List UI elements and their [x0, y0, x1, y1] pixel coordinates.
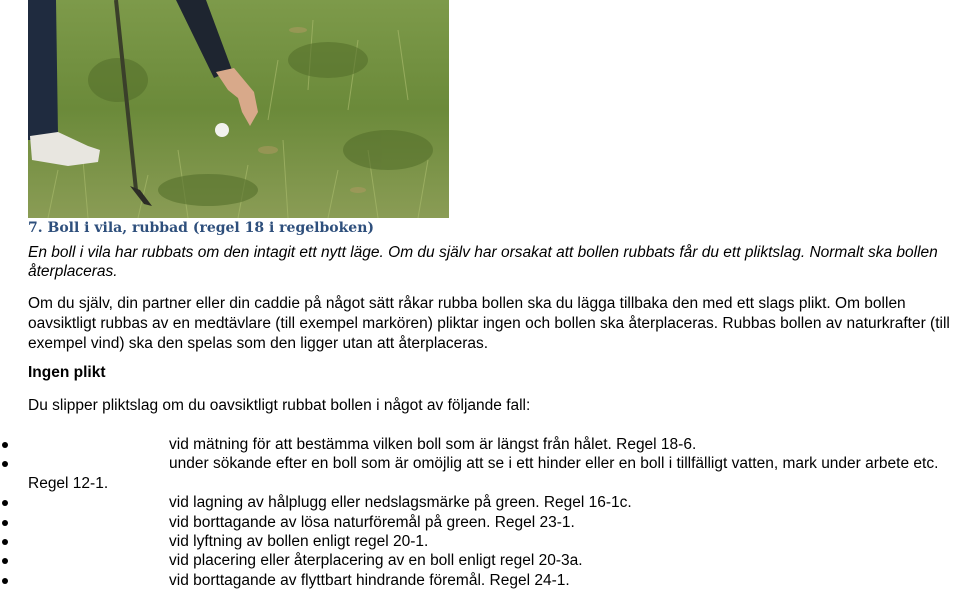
list-item: vid lagning av hålplugg eller nedslagsmärke på green. Regel 16-1c.	[0, 493, 950, 512]
list-item: vid mätning för att bestämma vilken boll som är längst från hålet. Regel 18-6.	[0, 435, 950, 454]
bullet-icon	[2, 578, 8, 584]
bullet-icon	[2, 500, 8, 506]
bullet-icon	[2, 461, 8, 467]
body-paragraph: Om du själv, din partner eller din caddie på något sätt råkar rubba bollen ska du lägga tillbaka den med ett slags plikt. Om bollen oavsiktligt rubbas av en medtävlare (till exempel markören) pliktar ingen och bollen ska återplaceras. Rubbas bollen av naturkrafter (till exempel vind) ska den spelas som den ligger utan att återplaceras.	[28, 295, 950, 352]
section-heading: 7. Boll i vila, rubbad (regel 18 i regelboken)	[28, 220, 375, 236]
list-item: under sökande efter en boll som är omöjlig att se i ett hinder eller en boll i tillfälligt vatten, mark under arbete etc. Regel 12-1.	[0, 454, 950, 493]
list-item: vid placering eller återplacering av en boll enligt regel 20-3a.	[0, 551, 950, 570]
bullet-icon	[2, 520, 8, 526]
bullet-icon	[2, 558, 8, 564]
bullet-icon	[2, 442, 8, 448]
list-item: vid lyftning av bollen enligt regel 20-1.	[0, 532, 950, 551]
golf-rough-photo	[28, 0, 449, 218]
list-item: vid borttagande av lösa naturföremål på green. Regel 23-1.	[0, 513, 950, 532]
exception-list	[0, 435, 950, 590]
list-item: vid borttagande av flyttbart hindrande föremål. Regel 24-1.	[0, 571, 950, 590]
bullet-icon	[2, 539, 8, 545]
list-lead-text: Du slipper pliktslag om du oavsiktligt rubbat bollen i något av följande fall:	[28, 397, 531, 414]
subheading: Ingen plikt	[28, 364, 106, 381]
intro-text: En boll i vila har rubbats om den intagit ett nytt läge. Om du själv har orsakat att bollen rubbats får du ett pliktslag. Normalt ska bollen återplaceras.	[28, 244, 938, 280]
